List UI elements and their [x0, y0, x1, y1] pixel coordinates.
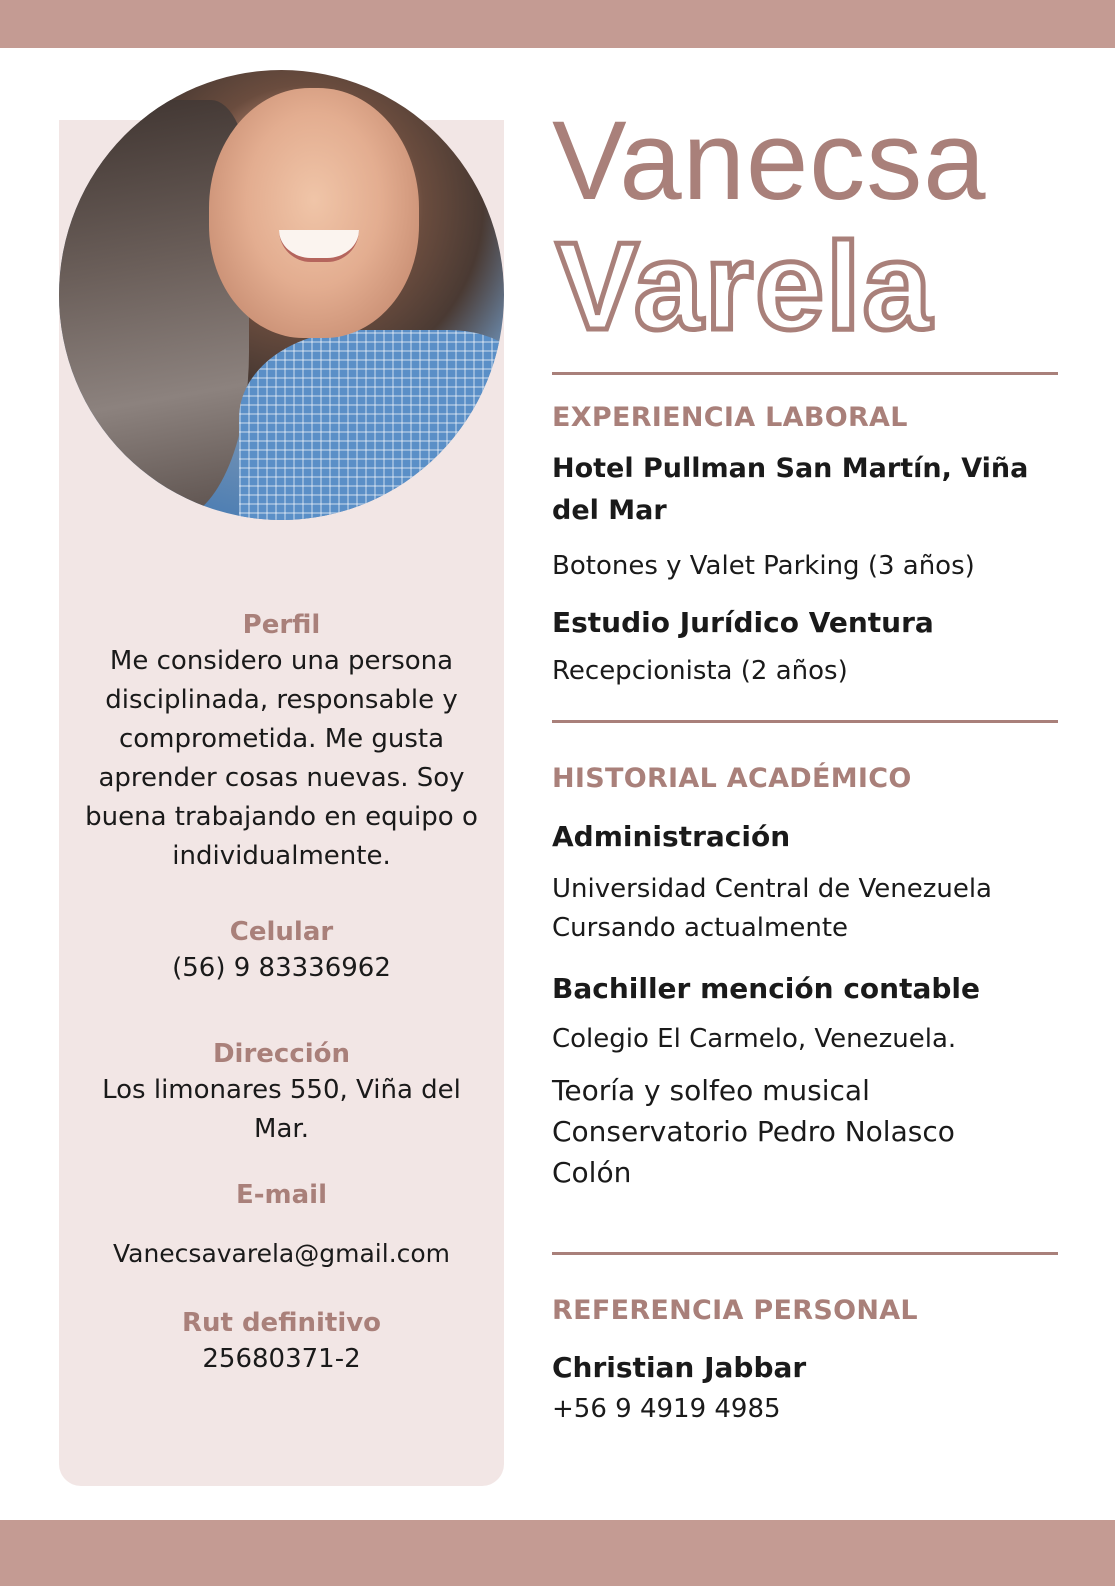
experiencia-heading: EXPERIENCIA LABORAL: [552, 402, 908, 433]
academico-item-1-detail2: Cursando actualmente: [552, 913, 849, 943]
experiencia-item-1-title: Hotel Pullman San Martín, Viña del Mar: [552, 453, 1029, 526]
experiencia-item-2-detail: Recepcionista (2 años): [552, 656, 848, 686]
direccion-value: Los limonares 550, Viña del Mar.: [102, 1075, 461, 1144]
perfil-text: Me considero una persona disciplinada, responsable y comprometida. Me gusta aprender cosas nuevas. Soy buena trabajando en equipo o individualmente.: [85, 646, 478, 871]
top-band: [0, 0, 1115, 48]
divider-3: [552, 1252, 1058, 1255]
celular-section: [75, 915, 488, 988]
perfil-section: [75, 608, 488, 876]
direccion-heading: Dirección: [212, 1039, 351, 1069]
referencia-heading: REFERENCIA PERSONAL: [552, 1295, 918, 1326]
academico-item-2-detail: Colegio El Carmelo, Venezuela.: [552, 1024, 957, 1054]
rut-section: [75, 1306, 488, 1379]
experiencia-item-1-detail: Botones y Valet Parking (3 años): [552, 551, 975, 581]
email-heading: E-mail: [235, 1180, 327, 1210]
bottom-band: [0, 1520, 1115, 1586]
academico-item-2-detail2: Teoría y solfeo musical: [552, 1074, 870, 1107]
celular-value: (56) 9 83336962: [172, 953, 391, 983]
academico-item-2-detail3: Conservatorio Pedro Nolasco Colón: [552, 1115, 955, 1189]
rut-heading: Rut definitivo: [181, 1308, 382, 1338]
academico-item-1-title: Administración: [552, 820, 791, 853]
profile-photo: [59, 70, 504, 520]
direccion-section: [75, 1037, 488, 1149]
photo-shirt: [239, 330, 504, 520]
last-name: Varela: [556, 218, 934, 356]
perfil-heading: Perfil: [242, 610, 321, 640]
divider-2: [552, 720, 1058, 723]
celular-heading: Celular: [229, 917, 334, 947]
referencia-name: Christian Jabbar: [552, 1351, 807, 1384]
first-name: Vanecsa: [552, 98, 987, 223]
academico-item-1-detail: Universidad Central de Venezuela: [552, 874, 992, 904]
rut-value: 25680371-2: [202, 1344, 361, 1374]
academico-heading: HISTORIAL ACADÉMICO: [552, 763, 912, 794]
divider-1: [552, 372, 1058, 375]
experiencia-item-2-title: Estudio Jurídico Ventura: [552, 606, 934, 639]
photo-face: [209, 88, 419, 338]
email-section: [75, 1178, 488, 1273]
academico-item-2-title: Bachiller mención contable: [552, 972, 980, 1005]
email-value: Vanecsavarela@gmail.com: [112, 1239, 451, 1268]
referencia-phone: +56 9 4919 4985: [552, 1394, 781, 1424]
